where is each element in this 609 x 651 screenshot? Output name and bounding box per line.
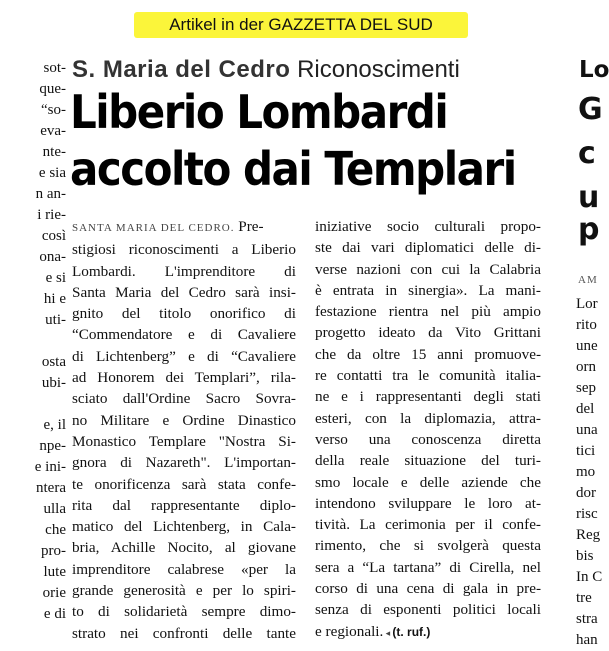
text-line — [315, 621, 541, 644]
text-line: rita dal rappresentante diplo- — [72, 496, 296, 514]
fragment-line: han — [576, 632, 598, 648]
previous-article-fragment — [0, 58, 66, 625]
fragment-line: orn — [576, 359, 596, 375]
fragment-line: rito — [576, 317, 597, 333]
text-line: iniziative socio culturali propo- — [315, 218, 541, 235]
fragment-line: ona- — [39, 249, 66, 265]
text-line: ad Honorem dei Templari”, rila- — [72, 369, 296, 387]
fragment-line: pro- — [41, 543, 66, 559]
fragment-line: “so- — [41, 102, 66, 118]
kicker-place: S. Maria del Cedro — [72, 56, 291, 83]
text-line: matico del Lichtenberg, in Cala- — [72, 518, 296, 536]
article-column-1 — [72, 216, 296, 644]
text-line: to di solidarietà sempre dimo- — [72, 603, 296, 621]
fragment-line: In C — [576, 569, 603, 585]
text-line: è entrata in sinergia». La mani- — [315, 281, 541, 299]
text-line: ste dai vari diplomatici delle di- — [315, 239, 541, 257]
fragment-line: Reg — [576, 527, 601, 543]
fragment-line: che — [45, 522, 66, 538]
text-line: strato nei confronti delle tante — [72, 624, 296, 642]
fragment-line — [0, 394, 66, 415]
article-dateline: SANTA MARIA DEL CEDRO. — [72, 222, 235, 234]
fragment-line: e si — [45, 270, 66, 286]
source-banner: Artikel in der GAZZETTA DEL SUD — [134, 12, 468, 38]
article-headline — [70, 84, 570, 198]
article-column-2 — [315, 216, 541, 644]
next-headline-letter: c — [578, 136, 596, 171]
text-line: grande generosità e per lo spiri- — [72, 582, 296, 600]
text-line: festazione rientra nel più ampio — [315, 303, 541, 321]
fragment-line: sep — [576, 380, 596, 396]
kicker-section: Riconoscimenti — [297, 56, 460, 83]
fragment-line: una — [576, 422, 598, 438]
text-line: Santa Maria del Cedro sarà insi- — [72, 283, 296, 301]
fragment-line: que- — [39, 81, 66, 97]
next-article-text-fragment — [576, 294, 603, 651]
fragment-line: n an- — [35, 186, 66, 202]
article-kicker — [72, 56, 460, 84]
next-article-dateline-fragment: AM — [578, 274, 598, 286]
fragment-line: lute — [43, 564, 66, 580]
fragment-line: ntera — [36, 480, 66, 496]
text-line: tività. La cerimonia per il confe- — [315, 516, 541, 534]
fragment-line: ulla — [43, 501, 66, 517]
fragment-line: nte- — [42, 144, 66, 160]
fragment-line: i rie- — [37, 207, 66, 223]
fragment-line: hi e — [43, 291, 66, 307]
fragment-line: mo — [576, 464, 596, 480]
text-line: sera a “La tartana” di Cirella, nel — [315, 558, 541, 576]
fragment-line: tici — [576, 443, 596, 459]
text-line: no Militare e Ordine Dinastico — [72, 411, 296, 429]
fragment-line: uti- — [45, 312, 66, 328]
fragment-line: e sia — [38, 165, 66, 181]
fragment-line: così — [41, 228, 66, 244]
fragment-line — [0, 331, 66, 352]
text-line: ne e i rappresentanti degli stati — [315, 388, 541, 406]
fragment-line: e ini- — [34, 459, 66, 475]
text-line: senza di esponenti politici locali — [315, 601, 541, 619]
text-line — [72, 216, 296, 239]
text-line: te onorificenza sarà stata confe- — [72, 475, 296, 493]
end-marker-icon: ◂ — [383, 627, 393, 638]
next-headline-letter: p — [578, 212, 600, 247]
text-line: gnora di Nazareth". L'importan- — [72, 454, 296, 472]
fragment-line: e di — [43, 606, 66, 622]
text-line: intendono sviluppare le loro at- — [315, 494, 541, 512]
text-line: Monastico Templare "Nostra Si- — [72, 432, 296, 450]
fragment-line: eva- — [40, 123, 66, 139]
text-line: progetto ideato da Vito Grittani — [315, 324, 541, 342]
headline-line: Liberio Lombardi — [70, 85, 448, 139]
text-line-content: Pre- — [238, 218, 264, 235]
text-line: corso di una cena di gala in pre- — [315, 580, 541, 598]
text-line: Lombardi. L'imprenditore di — [72, 262, 296, 280]
article-signature: (t. ruf.) — [392, 624, 431, 639]
text-line: di Lichtenberg” e di “Cavaliere — [72, 347, 296, 365]
text-line: imprenditore calabrese «per la — [72, 560, 296, 578]
fragment-line: bis — [576, 548, 594, 564]
fragment-line: del — [576, 401, 595, 417]
text-line: che da oltre 15 anni promuove- — [315, 345, 541, 363]
fragment-line: e, il — [43, 417, 66, 433]
text-line: rimento, che si svolgerà questa — [315, 537, 541, 555]
fragment-line: une — [576, 338, 598, 354]
text-line: della reale situazione del turi- — [315, 452, 541, 470]
fragment-line: ubi- — [41, 375, 66, 391]
next-headline-letter: G — [578, 92, 603, 127]
text-line: “Commendatore e di Cavaliere — [72, 326, 296, 344]
text-line: stigiosi riconoscimenti a Liberio — [72, 241, 296, 259]
headline-line: accolto dai Templari — [70, 142, 516, 197]
next-headline-letter: u — [578, 180, 600, 215]
text-line-content: e regionali. — [315, 622, 384, 640]
text-line: gnito del titolo onorifico di — [72, 305, 296, 323]
next-article-kicker-fragment: Lo — [579, 57, 609, 83]
text-line: verse nazioni con cui la Calabria — [315, 260, 541, 278]
fragment-line: tre — [576, 590, 592, 606]
fragment-line: risc — [576, 506, 598, 522]
fragment-line: stra — [576, 611, 598, 627]
text-line: verso una conoscenza diretta — [315, 430, 541, 448]
fragment-line: dor — [576, 485, 596, 501]
fragment-line: osta — [41, 354, 66, 370]
fragment-line: npe- — [39, 438, 66, 454]
fragment-line: sot- — [43, 60, 66, 76]
text-line: smo locale e delle aziende che — [315, 473, 541, 491]
text-line: re contatti tra le comunità italia- — [315, 367, 541, 385]
text-line: bria, Achille Nocito, al giovane — [72, 539, 296, 557]
text-line: sciato dall'Ordine Sacro Sovra- — [72, 390, 296, 408]
fragment-line: Lor — [576, 296, 598, 312]
text-line: esteri, con la diplomazia, attra- — [315, 409, 541, 427]
fragment-line: orie — [42, 585, 66, 601]
